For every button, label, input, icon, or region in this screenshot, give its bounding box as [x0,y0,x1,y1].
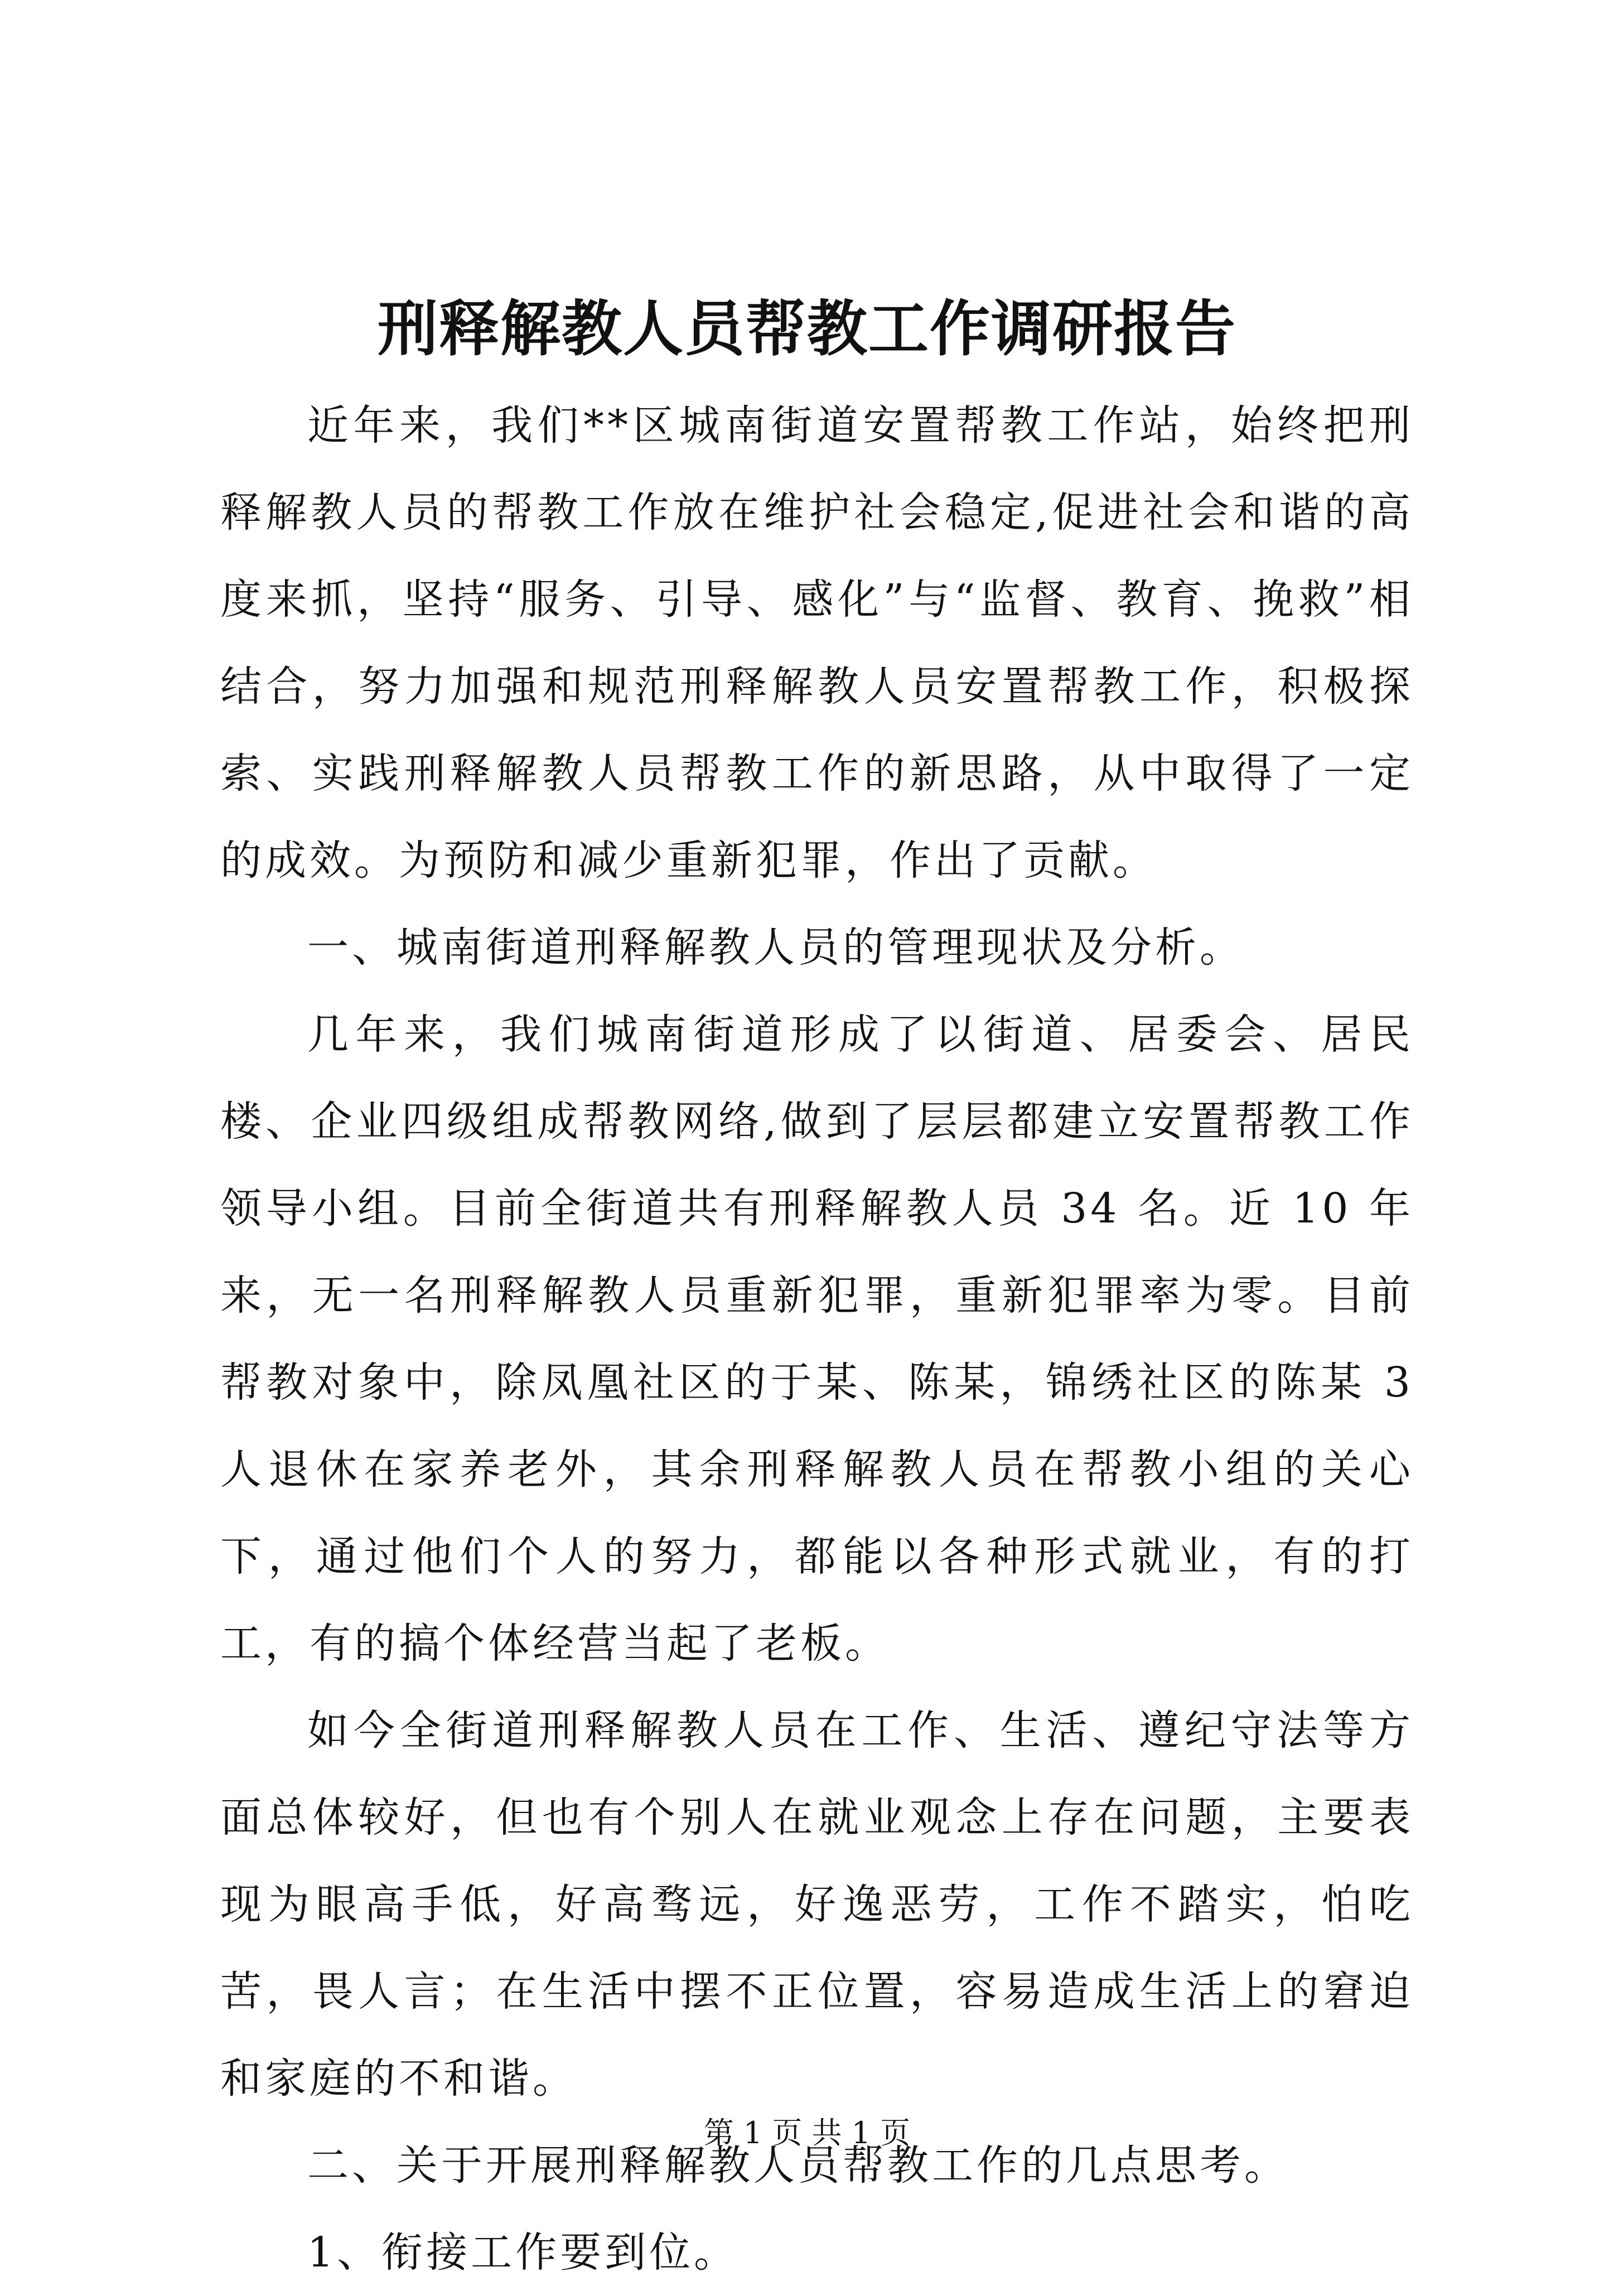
paragraph-intro: 近年来，我们**区城南街道安置帮教工作站，始终把刑释解教人员的帮教工作放在维护社会稳定,促进社会和谐的高度来抓，坚持“服务、引导、感化”与“监督、教育、挽救”相结合，努力加强和规范刑释解教人员安置帮教工作，积极探索、实践刑释解教人员帮教工作的新思路，从中取得了一定的成效。为预防和减少重新犯罪，作出了贡献。 [220,402,1414,884]
section-heading-2: 二、关于开展刑释解教人员帮教工作的几点思考。 [307,2142,1289,2189]
section-heading-1: 一、城南街道刑释解教人员的管理现状及分析。 [307,924,1244,971]
subsection-heading-1: 1、衔接工作要到位。 [307,2229,739,2276]
paragraph-network: 几年来，我们城南街道形成了以街道、居委会、居民楼、企业四级组成帮教网络,做到了层层都建立安置帮教工作领导小组。目前全街道共有刑释解教人员 34 名。近 10 年来，无一名刑释解教人员重新犯罪，重新犯罪率为零。目前帮教对象中，除凤凰社区的于某、陈某，锦绣社区的陈某 3 人退休在家养老外，其余刑释解教人员在帮教小组的关心下，通过他们个人的努力，都能以各种形式就业，有的打工，有的搞个体经营当起了老板。 [220,1011,1414,1667]
document-body [220,382,1414,2296]
document-title: 刑释解教人员帮教工作调研报告 [377,294,1236,364]
page-footer: 第 1 页 共 1 页 [703,2115,911,2150]
paragraph-status: 如今全街道刑释解教人员在工作、生活、遵纪守法等方面总体较好，但也有个别人在就业观念上存在问题，主要表现为眼高手低，好高骛远，好逸恶劳，工作不踏实，怕吃苦，畏人言；在生活中摆不正位置，容易造成生活上的窘迫和家庭的不和谐。 [220,1707,1414,2102]
